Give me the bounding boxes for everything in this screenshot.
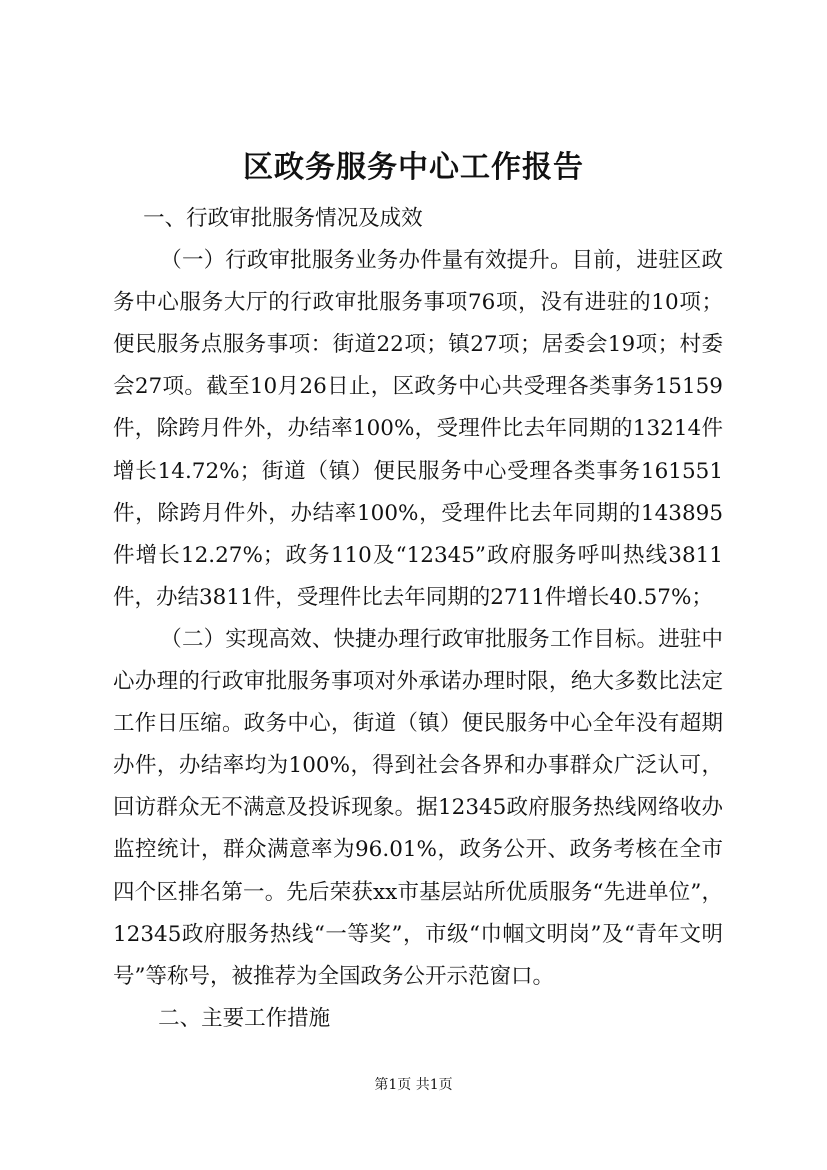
document-body (113, 198, 723, 1040)
document-title: 区政务服务中心工作报告 (243, 150, 584, 185)
section-heading-2: 二、主要工作措施 (158, 1005, 331, 1031)
page-footer: 第1页 共1页 (374, 1077, 453, 1093)
section-heading-1: 一、行政审批服务情况及成效 (143, 206, 423, 231)
paragraph-1: （一）行政审批服务业务办件量有效提升。目前，进驻区政务中心服务大厅的行政审批服务事项76项，没有进驻的10项；便民服务点服务事项：街道22项；镇27项；居委会19项；村委会27项。截至10月26日止，区政务中心共受理各类事务15159件，除跨月件外，办结率100%，受理件比去年同期的13214件增长14.72%；街道（镇）便民服务中心受理各类事务161551件，除跨月件外，办结率100%，受理件比去年同期的143895件增长12.27%；政务110及“12345”政府服务呼叫热线3811件，办结3811件，受理件比去年同期的2711件增长40.57%； (113, 248, 723, 610)
paragraph-2: （二）实现高效、快捷办理行政审批服务工作目标。进驻中心办理的行政审批服务事项对外承诺办理时限，绝大多数比法定工作日压缩。政务中心，街道（镇）便民服务中心全年没有超期办件，办结率均为100%，得到社会各界和办事群众广泛认可，回访群众无不满意及投诉现象。据12345政府服务热线网络收办监控统计，群众满意率为96.01%，政务公开、政务考核在全市四个区排名第一。先后荣获xx市基层站所优质服务“先进单位”，12345政府服务热线“一等奖”，市级“巾帼文明岗”及“青年文明号”等称号，被推荐为全国政务公开示范窗口。 (113, 626, 723, 989)
